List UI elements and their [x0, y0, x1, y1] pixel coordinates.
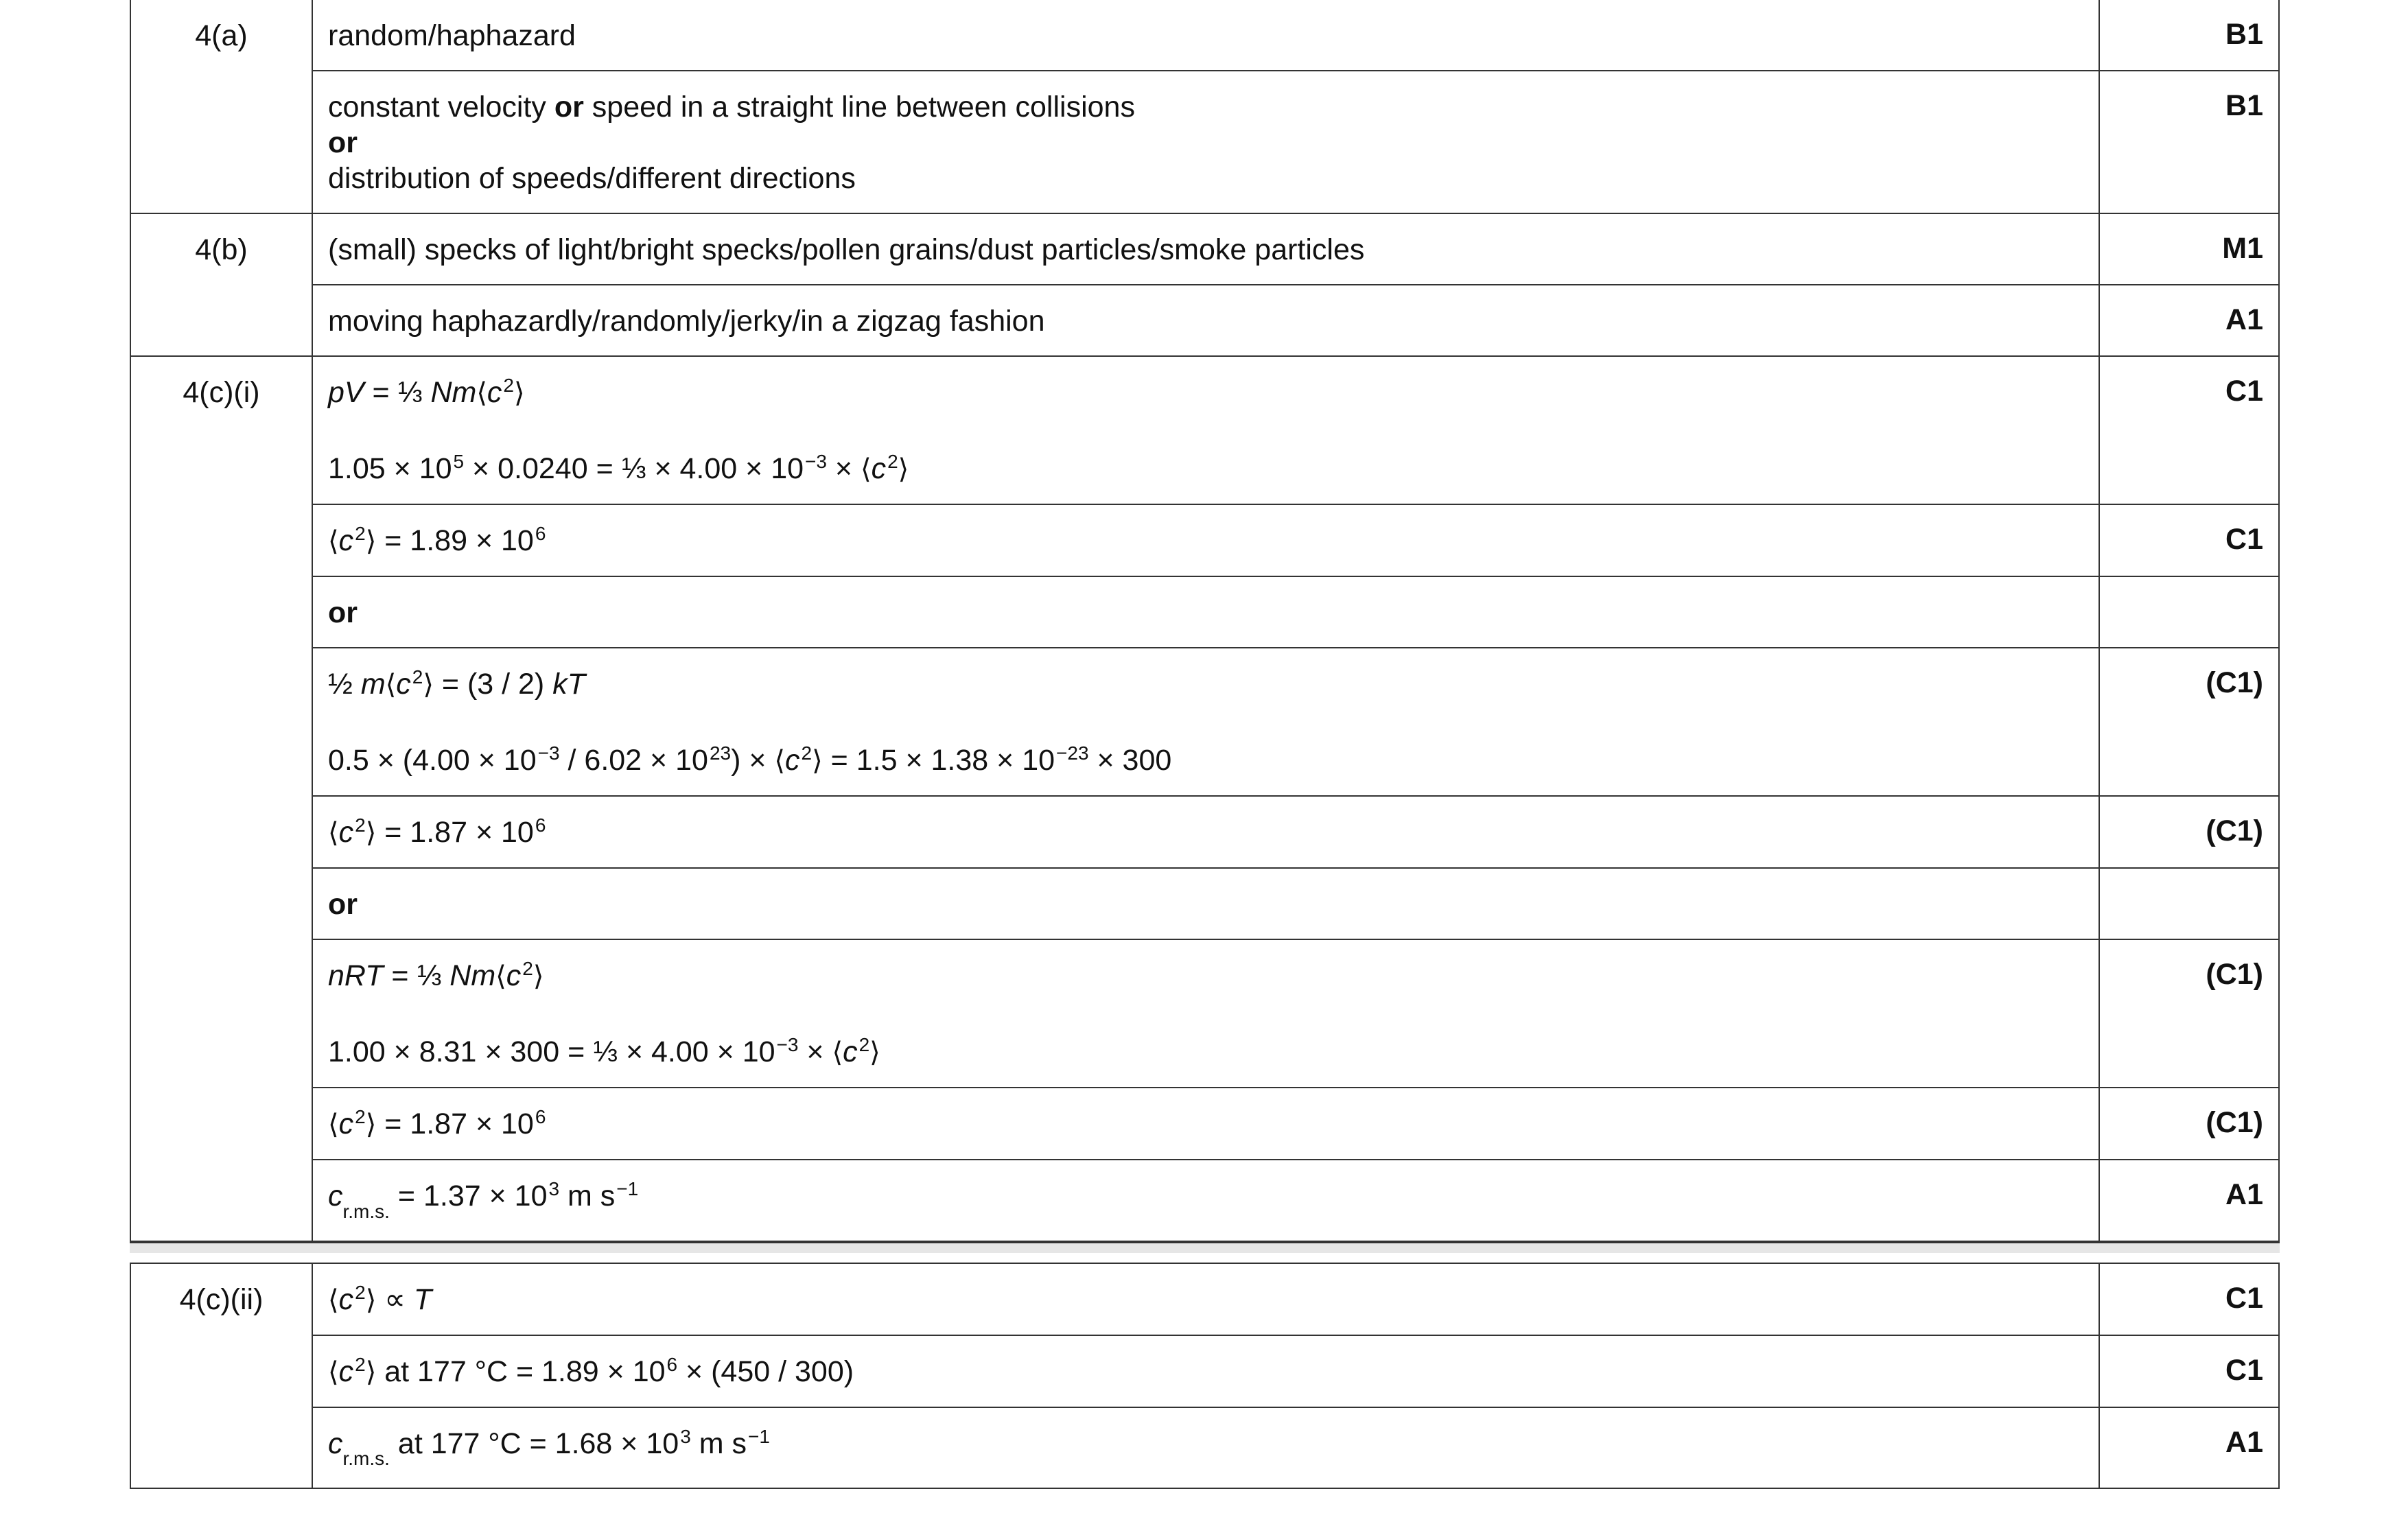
text-segment: Nm [430, 376, 477, 409]
answer-cell [313, 577, 2100, 648]
mark-cell: (C1) [2100, 797, 2280, 869]
question-number: 4(c)(i) [130, 357, 313, 1242]
text-segment: = 1.87 × 10 [376, 816, 534, 849]
answer-line [328, 595, 2083, 631]
text-segment: r.m.s. [342, 1200, 390, 1222]
text-segment: c [338, 524, 354, 557]
text-segment: −3 [805, 451, 827, 472]
text-segment: ⟨ [476, 377, 487, 409]
answer-line [328, 375, 2083, 411]
text-segment: / 6.02 × 10 [559, 744, 708, 777]
text-segment: kT [552, 668, 585, 701]
mark-cell: C1 [2100, 357, 2280, 505]
text-segment: −3 [776, 1034, 799, 1055]
answer-line [328, 1106, 2083, 1142]
text-segment: speed in a straight line between collisions [583, 91, 1135, 124]
text-segment: 2 [522, 958, 533, 979]
mark-cell: (C1) [2100, 648, 2280, 797]
text-segment: 6 [535, 814, 546, 836]
answer-cell [313, 1263, 2100, 1336]
text-segment: 6 [535, 1106, 546, 1127]
answer-line [328, 303, 2083, 339]
text-segment: ⟨ [328, 817, 339, 849]
answer-line [328, 814, 2083, 851]
text-segment: = ⅓ [364, 376, 431, 409]
text-segment: 3 [680, 1425, 691, 1447]
text-segment: ⟨ [860, 454, 872, 485]
text-segment: 2 [887, 451, 898, 472]
text-segment: ⟨ [328, 1284, 339, 1316]
text-segment: Nm [449, 959, 496, 992]
text-segment: m [360, 668, 386, 701]
text-segment: 2 [503, 375, 514, 396]
text-segment: 2 [858, 1034, 870, 1055]
text-segment: ⟨ [328, 1356, 339, 1388]
text-segment: ⟩ [898, 454, 909, 485]
answer-line [328, 523, 2083, 559]
text-segment: c [328, 1427, 343, 1460]
answer-line [328, 958, 2083, 994]
answer-cell [313, 285, 2100, 357]
text-segment: or [328, 596, 358, 629]
mark-cell [2100, 869, 2280, 940]
text-segment: −3 [537, 742, 560, 764]
text-segment: c [338, 816, 354, 849]
mark-scheme-table [130, 0, 2280, 1489]
text-segment: c [396, 668, 411, 701]
text-segment: = 1.89 × 10 [376, 524, 534, 557]
text-segment: 0.5 × (4.00 × 10 [328, 744, 537, 777]
text-segment: c [871, 452, 887, 485]
answer-line [328, 1034, 2083, 1070]
answer-line [328, 232, 2083, 268]
text-segment: = 1.87 × 10 [376, 1107, 534, 1140]
text-segment: 2 [355, 1106, 366, 1127]
text-segment: (small) specks of light/bright specks/pollen grains/dust particles/smoke particles [328, 233, 1365, 266]
text-segment: c [843, 1035, 858, 1068]
mark-cell: B1 [2100, 71, 2280, 214]
mark-cell: B1 [2100, 0, 2280, 71]
answer-cell [313, 505, 2100, 577]
question-group-4b [130, 214, 2280, 357]
text-segment: × 300 [1088, 744, 1172, 777]
text-segment: at 177 °C = 1.89 × 10 [376, 1354, 666, 1388]
text-segment: × [798, 1035, 832, 1068]
question-group-4c-ii [130, 1263, 2280, 1490]
answer-line [328, 451, 2083, 487]
answer-line [328, 161, 2083, 196]
text-segment: m s [690, 1427, 747, 1460]
text-segment: 5 [453, 451, 465, 472]
table-separator [130, 1242, 2280, 1253]
answer-cell [313, 71, 2100, 214]
mark-cell: (C1) [2100, 1088, 2280, 1160]
text-segment: or [328, 126, 358, 159]
question-number: 4(a) [130, 0, 313, 214]
answer-line [328, 887, 2083, 922]
text-segment: ⟩ [365, 1284, 377, 1316]
answer-cell [313, 940, 2100, 1088]
text-segment: ⟩ [423, 669, 434, 701]
answer-line [328, 742, 2083, 779]
text-segment: moving haphazardly/randomly/jerky/in a zigzag fashion [328, 305, 1045, 338]
text-segment: at 177 °C = 1.68 × 10 [389, 1427, 679, 1460]
text-segment: distribution of speeds/different directions [328, 162, 856, 195]
answer-cell [313, 1336, 2100, 1408]
answer-line [328, 666, 2083, 703]
text-segment: × 0.0240 = ⅓ × 4.00 × 10 [464, 452, 804, 485]
answer-line [328, 89, 2083, 125]
text-segment: ⟨ [385, 669, 397, 701]
text-segment: × (450 / 300) [677, 1354, 854, 1388]
text-segment: = 1.5 × 1.38 × 10 [822, 744, 1055, 777]
text-segment: random/haphazard [328, 19, 576, 52]
mark-cell: C1 [2100, 1263, 2280, 1336]
answer-line [328, 1426, 2083, 1472]
answer-line [328, 1178, 2083, 1224]
mark-cell: (C1) [2100, 940, 2280, 1088]
mark-cell: M1 [2100, 214, 2280, 285]
text-segment: ⟨ [328, 526, 339, 557]
text-segment: ⟨ [328, 1109, 339, 1140]
text-segment: 3 [548, 1178, 560, 1199]
text-segment: × [826, 452, 861, 485]
answer-cell [313, 1408, 2100, 1490]
text-segment: 2 [355, 1353, 366, 1375]
text-segment: 6 [666, 1353, 678, 1375]
text-segment: 23 [709, 742, 732, 764]
text-segment: 2 [801, 742, 813, 764]
text-segment: 2 [355, 523, 366, 544]
text-segment: c [506, 959, 522, 992]
answer-cell [313, 648, 2100, 797]
text-segment: c [338, 1282, 354, 1316]
text-segment: ⟩ [365, 526, 377, 557]
text-segment: ⟩ [869, 1037, 880, 1068]
text-segment: T [413, 1282, 432, 1316]
question-number: 4(b) [130, 214, 313, 357]
question-group-4a [130, 0, 2280, 214]
text-segment: ½ [328, 668, 361, 701]
text-segment: ⟨ [832, 1037, 843, 1068]
answer-cell [313, 1088, 2100, 1160]
answer-cell [313, 214, 2100, 285]
answer-line [328, 125, 2083, 161]
text-segment: −1 [747, 1425, 770, 1447]
text-segment: 2 [355, 1281, 366, 1303]
answer-line [328, 1282, 2083, 1318]
text-segment: 2 [355, 814, 366, 836]
text-segment: ⟩ [365, 1356, 377, 1388]
text-segment: m s [559, 1180, 616, 1212]
text-segment: = (3 / 2) [433, 668, 553, 701]
text-segment: 6 [535, 523, 546, 544]
mark-cell: C1 [2100, 1336, 2280, 1408]
text-segment: 1.05 × 10 [328, 452, 452, 485]
text-segment: or [328, 888, 358, 921]
text-segment: = ⅓ [383, 959, 450, 992]
text-segment: or [554, 91, 584, 124]
mark-cell: A1 [2100, 1160, 2280, 1242]
text-segment: 2 [412, 666, 423, 688]
answer-line [328, 1354, 2083, 1390]
text-segment: ⟩ [365, 1109, 377, 1140]
question-number: 4(c)(ii) [130, 1263, 313, 1490]
text-segment: ⟩ [533, 961, 544, 992]
answer-cell [313, 869, 2100, 940]
text-segment: c [487, 376, 502, 409]
answer-cell [313, 357, 2100, 505]
text-segment: constant velocity [328, 91, 554, 124]
mark-cell [2100, 577, 2280, 648]
text-segment: ⟩ [365, 817, 377, 849]
mark-cell: A1 [2100, 285, 2280, 357]
text-segment: c [328, 1180, 343, 1212]
text-segment: c [338, 1107, 354, 1140]
text-segment: c [785, 744, 800, 777]
text-segment: c [338, 1354, 354, 1388]
text-segment: ⟩ [812, 745, 823, 777]
text-segment: r.m.s. [342, 1448, 390, 1470]
mark-cell: A1 [2100, 1408, 2280, 1490]
text-segment: nRT [328, 959, 384, 992]
answer-cell [313, 797, 2100, 869]
text-segment: = 1.37 × 10 [389, 1180, 548, 1212]
text-segment: −1 [616, 1178, 639, 1199]
answer-cell [313, 0, 2100, 71]
text-segment: pV [328, 376, 364, 409]
text-segment: ⟨ [495, 961, 506, 992]
question-group-4c-i [130, 357, 2280, 1242]
text-segment: −23 [1056, 742, 1089, 764]
answer-cell [313, 1160, 2100, 1242]
mark-cell: C1 [2100, 505, 2280, 577]
text-segment: ⟩ [514, 377, 525, 409]
answer-line [328, 18, 2083, 54]
text-segment: 1.00 × 8.31 × 300 = ⅓ × 4.00 × 10 [328, 1035, 775, 1068]
text-segment: ) × [731, 744, 775, 777]
text-segment: ∝ [376, 1282, 414, 1316]
text-segment: ⟨ [774, 745, 786, 777]
